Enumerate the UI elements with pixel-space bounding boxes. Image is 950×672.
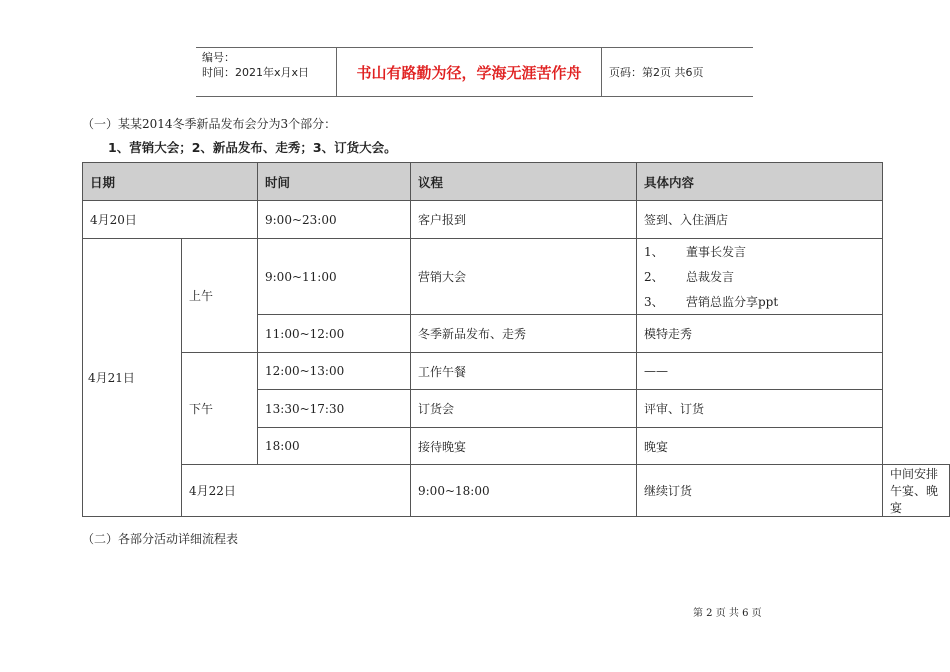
cell-content: 评审、订货 [637,390,883,428]
table-row [83,353,950,390]
parts-text: 1、营销大会；2、新品发布、走秀；3、订货大会。 [108,140,397,155]
table-header-row [83,163,950,201]
cell-period-afternoon: 下午 [182,353,258,465]
cell-agenda: 冬季新品发布、走秀 [411,315,637,353]
table-row [83,239,950,315]
cell-agenda: 客户报到 [411,201,637,239]
cell-agenda: 继续订货 [637,465,883,517]
list-item [644,239,882,264]
cell-time: 9:00~11:00 [258,239,411,315]
schedule-table [82,162,950,517]
cell-time: 11:00~12:00 [258,315,411,353]
list-text: 营销总监分享ppt [686,295,779,309]
table-row [83,465,950,517]
cell-time: 18:00 [258,428,411,465]
cell-time: 12:00~13:00 [258,353,411,390]
header-meta [196,48,337,96]
list-number: 1、 [644,245,664,259]
header-page-code: 页码：第2页 共6页 [609,66,704,79]
time-label: 时间：2021年x月x日 [202,66,310,79]
header-motto: 书山有路勤为径，学海无涯苦作舟 [337,48,602,96]
page-header [196,47,753,97]
page-footer: 第 2 页 共 6 页 [693,608,762,619]
cell-content-list [637,239,883,315]
header-agenda: 议程 [411,163,637,201]
cell-agenda: 订货会 [411,390,637,428]
list-text: 总裁发言 [686,270,735,284]
intro-text: （一）某某2014冬季新品发布会分为3个部分： [82,117,337,131]
cell-content: 中间安排午宴、晚宴 [883,465,950,517]
header-date: 日期 [83,163,258,201]
cell-time: 13:30~17:30 [258,390,411,428]
list-text: 董事长发言 [686,245,747,259]
list-number: 2、 [644,270,664,284]
cell-period-morning: 上午 [182,239,258,353]
cell-time: 9:00~23:00 [258,201,411,239]
cell-time: 9:00~18:00 [411,465,637,517]
cell-content: 模特走秀 [637,315,883,353]
cell-content: 晚宴 [637,428,883,465]
list-item [644,289,882,314]
cell-date: 4月20日 [83,201,258,239]
cell-content: —— [637,353,883,390]
list-item [644,264,882,289]
cell-content: 签到、入住酒店 [637,201,883,239]
cell-date: 4月22日 [182,465,411,517]
table-row [83,201,950,239]
cell-agenda: 营销大会 [411,239,637,315]
cell-agenda: 接待晚宴 [411,428,637,465]
list-number: 3、 [644,295,664,309]
number-label: 编号： [202,51,235,64]
section-heading: （二）各部分活动详细流程表 [82,532,239,546]
cell-agenda: 工作午餐 [411,353,637,390]
header-content: 具体内容 [637,163,883,201]
header-time: 时间 [258,163,411,201]
cell-date: 4月21日 [83,239,182,517]
